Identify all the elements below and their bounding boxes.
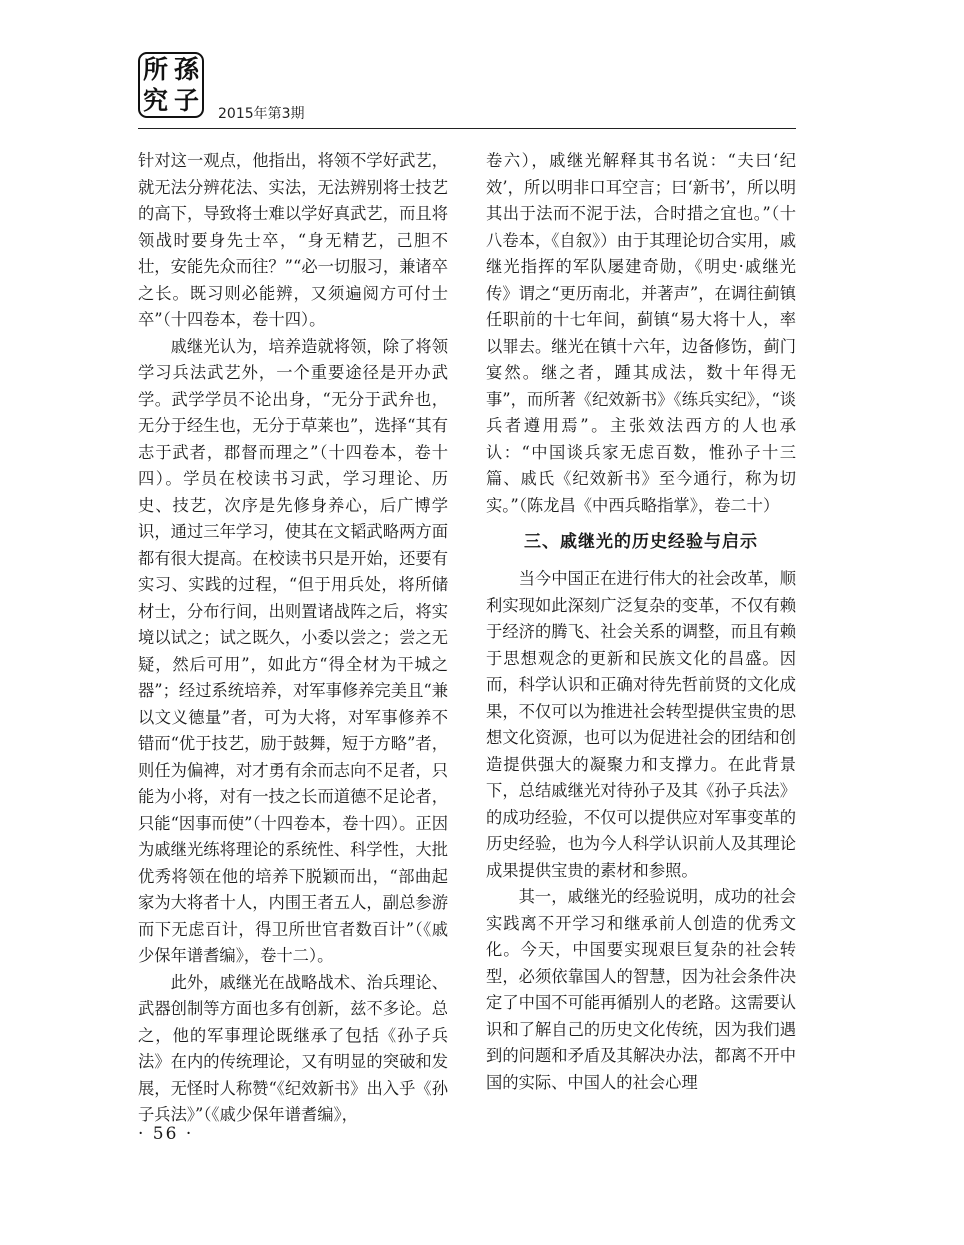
- section-heading: 三、戚继光的历史经验与启示: [524, 532, 758, 552]
- left-paragraph-3: 此外，戚继光在战略战术、治兵理论、武器创制等方面也多有创新，兹不多论。总之，他的军事理论既继承了包括《孙子兵法》在内的传统理论，又有明显的突破和发展，无怪时人称赞“《纪效新书》出入乎《孙子兵法》”（《戚少保年谱耆编》，: [138, 972, 448, 1124]
- logo-char-4: 子: [173, 86, 199, 115]
- logo-char-3: 究: [142, 86, 168, 115]
- page-number: · 56 ·: [138, 1124, 194, 1144]
- journal-logo: [138, 52, 204, 118]
- left-column: [138, 148, 448, 1129]
- right-paragraph-1: 卷六），戚继光解释其书名说：“夫曰‘纪效’，所以明非口耳空言；曰‘新书’，所以明其出于法而不泥于法，合时措之宜也。”（十八卷本，《自叙》）由于其理论切合实用，戚继光指挥的军队屡建奇勋，《明史·戚继光传》谓之“更历南北，并著声”，在调往蓟镇任职前的十七年间，蓟镇“易大将十人，率以罪去。继光在镇十六年，边备修饬，蓟门宴然。继之者，踵其成法，数十年得无事”，而所著《纪效新书》《练兵实纪》，“谈兵者遵用焉”。主张效法西方的人也承认：“中国谈兵家无虑百数，惟孙子十三篇、戚氏《纪效新书》至今通行，称为切实。”（陈龙昌《中西兵略指掌》，卷二十）: [486, 151, 796, 515]
- left-paragraph-2: 戚继光认为，培养造就将领，除了将领学习兵法武艺外，一个重要途径是开办武学。武学学员不论出身，“无分于武弁也，无分于经生也，无分于草莱也”，选择“其有志于武者，郡督而理之”（十四卷本，卷十四）。学员在校读书习武，学习理论、历史、技艺，次序是先修身养心，后广博学识，通过三年学习，使其在文韬武略两方面都有很大提高。在校读书只是开始，还要有实习、实践的过程，“但于用兵处，将所储材士，分布行间，出则置诸战阵之后，将实境以试之；试之既久，小委以尝之；尝之无疑，然后可用”，如此方“得全材为干城之器”；经过系统培养，对军事修养完美且“兼以文义德量”者，可为大将，对军事修养不错而“优于技艺，励于鼓舞，短于方略”者，则任为偏裨，对才勇有余而志向不足者，只能为小将，对有一技之长而道德不足论者，只能“因事而使”（十四卷本，卷十四）。正因为戚继光练将理论的系统性、科学性，大批优秀将领在他的培养下脱颖而出，“部曲起家为大将者十人，内围王者五人，副总参游而下无虑百计，得卫所世官者数百计”（《戚少保年谱耆编》，卷十二）。: [138, 336, 448, 965]
- issue-label: 2015年第3期: [218, 106, 305, 122]
- right-column: [486, 148, 796, 1096]
- logo-char-2: 孫: [173, 55, 199, 84]
- logo-char-1: 所: [142, 55, 168, 84]
- left-paragraph-1: 针对这一观点，他指出，将领不学好武艺，就无法分辨花法、实法，无法辨别将士技艺的高下，导致将士难以学好真武艺，而且将领战时要身先士卒，“身无精艺，己胆不壮，安能先众而往？”“必一切服习，兼诸卒之长。既习则必能辨，又须遍阅方可付士卒”（十四卷本，卷十四）。: [138, 151, 448, 329]
- right-paragraph-3: 其一，戚继光的经验说明，成功的社会实践离不开学习和继承前人创造的优秀文化。今天，中国要实现艰巨复杂的社会转型，必须依靠国人的智慧，因为社会条件决定了中国不可能再循别人的老路。这需要认识和了解自己的历史文化传统，因为我们遇到的问题和矛盾及其解决办法，都离不开中国的实际、中国人的社会心理: [486, 887, 796, 1092]
- right-paragraph-2: 当今中国正在进行伟大的社会改革，顺利实现如此深刻广泛复杂的变革，不仅有赖于经济的腾飞、社会关系的调整，而且有赖于思想观念的更新和民族文化的昌盛。因而，科学认识和正确对待先哲前贤的文化成果，不仅可以为推进社会转型提供宝贵的思想文化资源，也可以为促进社会的团结和创造提供强大的凝聚力和支撑力。在此背景下，总结戚继光对待孙子及其《孙子兵法》的成功经验，不仅可以提供应对军事变革的历史经验，也为今人科学认识前人及其理论成果提供宝贵的素材和参照。: [486, 569, 796, 880]
- header-divider: [138, 128, 796, 129]
